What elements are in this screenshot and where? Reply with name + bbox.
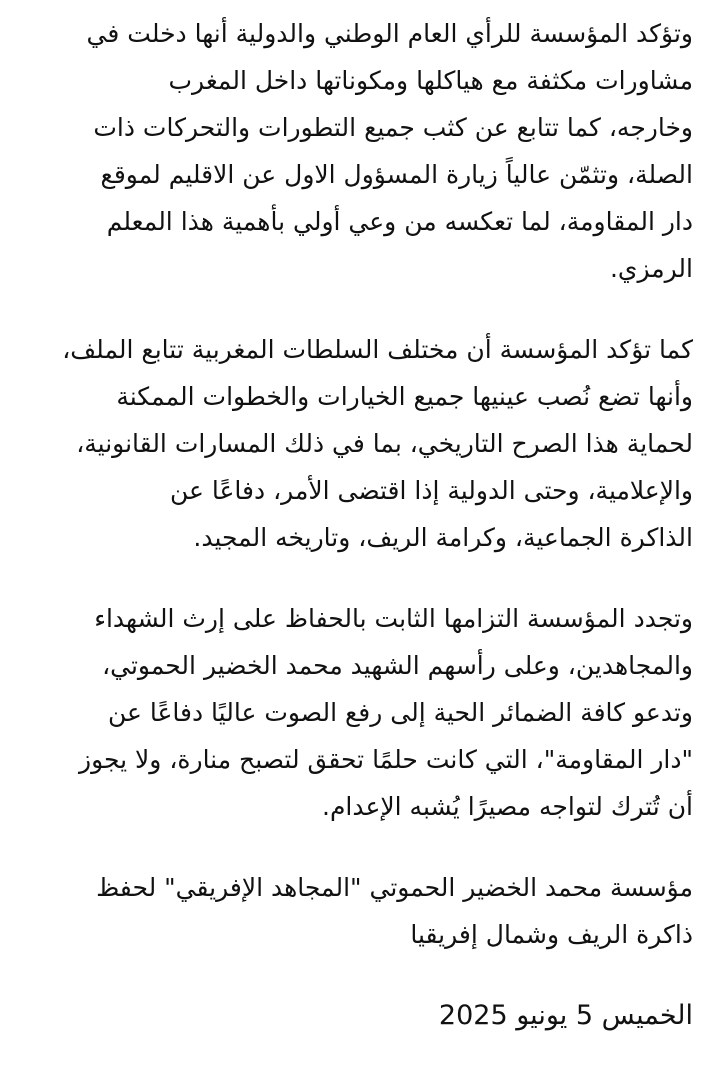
text-line: الرمزي. xyxy=(609,254,693,283)
text-line: مؤسسة محمد الخضير الحموتي "المجاهد الإفريقي" لحفظ xyxy=(96,873,693,902)
text-line: الصلة، وتثمّن عالياً زيارة المسؤول الاول عن الاقليم لموقع xyxy=(100,160,693,189)
text-line: والإعلامية، وحتى الدولية إذا اقتضى الأمر، دفاعًا عن xyxy=(170,476,693,505)
text-line: وتؤكد المؤسسة للرأي العام الوطني والدولية أنها دخلت في xyxy=(86,19,693,48)
text-line: مشاورات مكثفة مع هياكلها ومكوناتها داخل المغرب xyxy=(168,66,693,95)
paragraph-1 xyxy=(24,10,693,292)
document-date: الخميس 5 يونيو 2025 xyxy=(438,1000,693,1031)
text-line: دار المقاومة، لما تعكسه من وعي أولي بأهمية هذا المعلم xyxy=(106,207,693,236)
text-line: "دار المقاومة"، التي كانت حلمًا تحقق لتصبح منارة، ولا يجوز xyxy=(79,745,693,774)
paragraph-3 xyxy=(24,595,693,830)
text-line: الذاكرة الجماعية، وكرامة الريف، وتاريخه المجيد. xyxy=(193,523,693,552)
text-line: وتدعو كافة الضمائر الحية إلى رفع الصوت عاليًا دفاعًا عن xyxy=(107,698,693,727)
text-line: وأنها تضع نُصب عينيها جميع الخيارات والخطوات الممكنة xyxy=(116,382,693,411)
text-line: ذاكرة الريف وشمال إفريقيا xyxy=(410,920,693,949)
signature-paragraph xyxy=(24,864,693,958)
text-line: وتجدد المؤسسة التزامها الثابت بالحفاظ على إرث الشهداء xyxy=(94,604,693,633)
text-line: أن تُترك لتواجه مصيرًا يُشبه الإعدام. xyxy=(322,792,693,821)
paragraph-2 xyxy=(24,326,693,561)
text-line: لحماية هذا الصرح التاريخي، بما في ذلك المسارات القانونية، xyxy=(76,429,693,458)
text-line: والمجاهدين، وعلى رأسهم الشهيد محمد الخضير الحموتي، xyxy=(102,651,693,680)
text-line: وخارجه، كما تتابع عن كثب جميع التطورات والتحركات ذات xyxy=(93,113,693,142)
text-line: كما تؤكد المؤسسة أن مختلف السلطات المغربية تتابع الملف، xyxy=(62,335,693,364)
